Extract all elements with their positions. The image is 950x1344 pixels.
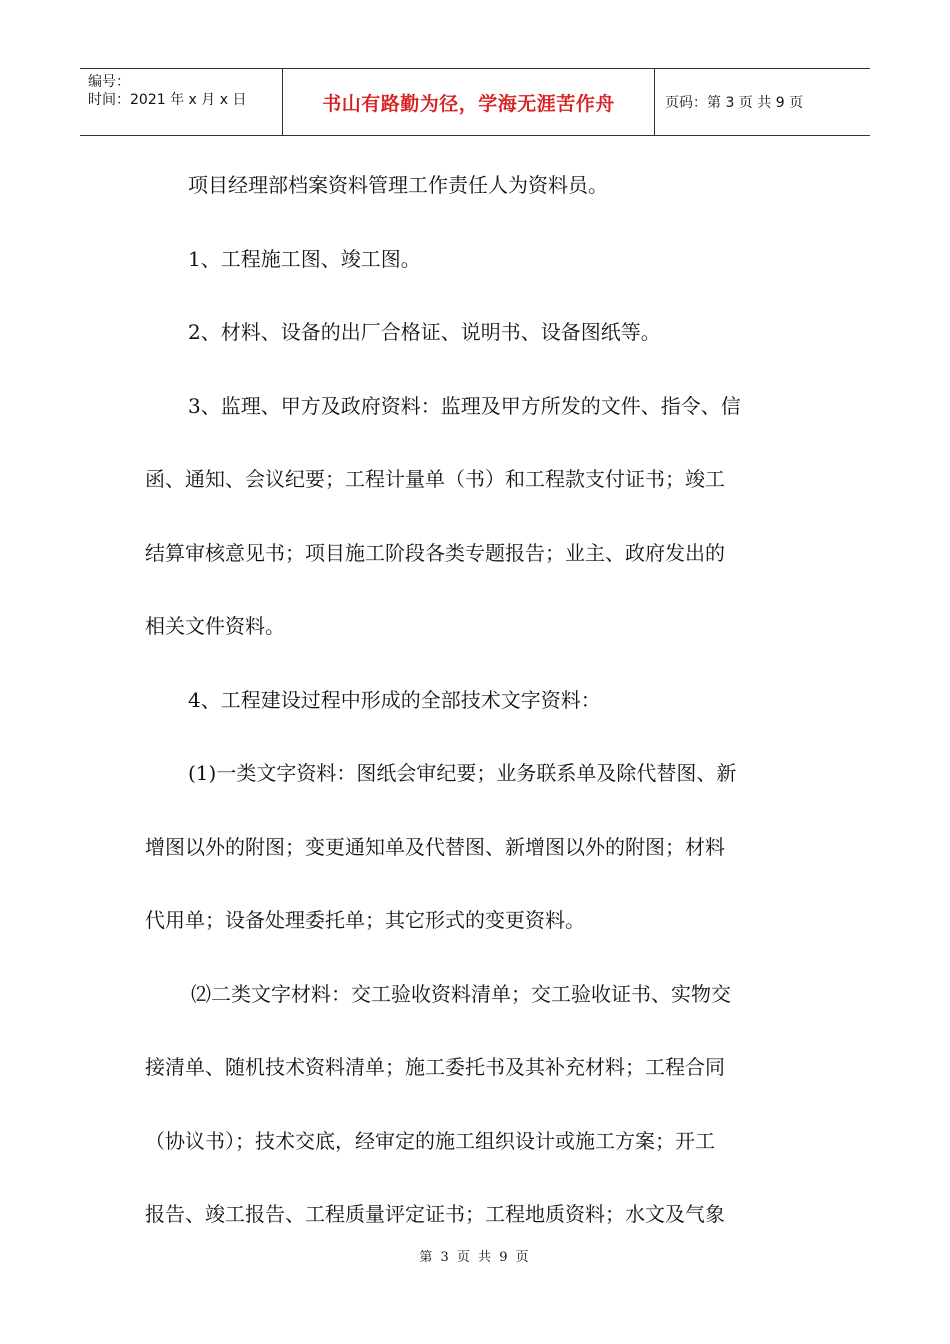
header-page-info-cell: [655, 69, 870, 135]
body-line: (1)一类文字资料：图纸会审纪要；业务联系单及除代替图、新: [188, 761, 737, 785]
body-line: 相关文件资料。: [145, 614, 285, 638]
body-line: 1、工程施工图、竣工图。: [188, 246, 421, 271]
page-footer: 第 3 页 共 9 页: [419, 1250, 531, 1265]
document-body: [145, 160, 807, 1263]
body-line: ⑵二类文字材料：交工验收资料清单；交工验收证书、实物交: [191, 981, 731, 1006]
body-line: 函、通知、会议纪要；工程计量单（书）和工程款支付证书；竣工: [145, 467, 725, 491]
body-line: 代用单；设备处理委托单；其它形式的变更资料。: [145, 908, 585, 932]
header-motto: 书山有路勤为径，学海无涯苦作舟: [322, 92, 615, 115]
header-meta: [80, 69, 283, 135]
header-page-info: 页码：第 3 页 共 9 页: [665, 95, 804, 111]
document-number-label: 编号：: [88, 74, 130, 90]
body-line: 项目经理部档案资料管理工作责任人为资料员。: [188, 173, 608, 197]
document-date-label: 时间：2021 年 x 月 x 日: [88, 92, 247, 108]
body-line: 接清单、随机技术资料清单；施工委托书及其补充材料；工程合同: [145, 1055, 725, 1079]
body-line: 报告、竣工报告、工程质量评定证书；工程地质资料；水文及气象: [145, 1202, 725, 1226]
page-header: [80, 68, 870, 136]
body-line: 结算审核意见书；项目施工阶段各类专题报告；业主、政府发出的: [145, 540, 725, 565]
body-line: （协议书）；技术交底，经审定的施工组织设计或施工方案；开工: [145, 1128, 715, 1153]
body-line: 增图以外的附图；变更通知单及代替图、新增图以外的附图；材料: [145, 834, 725, 859]
body-line: 4、工程建设过程中形成的全部技术文字资料：: [188, 687, 601, 712]
body-line: 2、材料、设备的出厂合格证、说明书、设备图纸等。: [188, 320, 661, 344]
body-line: 3、监理、甲方及政府资料：监理及甲方所发的文件、指令、信: [188, 393, 741, 418]
header-motto-cell: [283, 69, 655, 135]
